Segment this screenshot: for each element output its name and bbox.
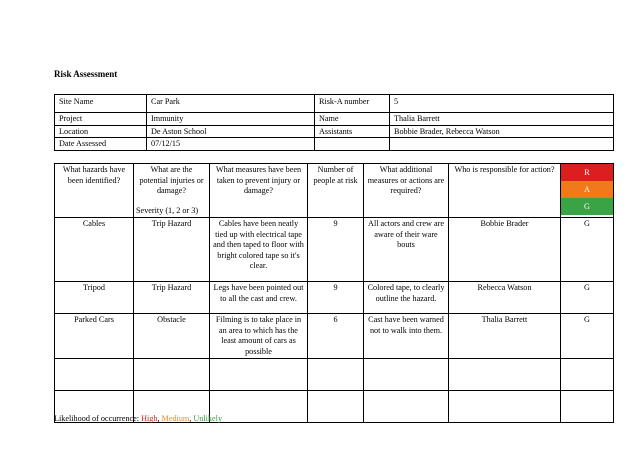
legend-prefix: Likelihood of occurrence: — [54, 414, 142, 423]
info-value: De Aston School — [147, 125, 315, 138]
rag-red: R — [561, 164, 613, 181]
cell-injury: Trip Hazard — [134, 218, 210, 282]
cell-rag: G — [561, 314, 614, 359]
info-value: 5 — [390, 95, 614, 113]
cell-measures: Legs have been pointed out to all the cast and crew. — [210, 282, 308, 314]
info-row — [55, 113, 614, 126]
info-label: Location — [55, 125, 147, 138]
info-value: Immunity — [147, 113, 315, 126]
cell-injury: Trip Hazard — [134, 282, 210, 314]
info-row — [55, 125, 614, 138]
rag-green: G — [561, 198, 613, 215]
table-row — [55, 218, 614, 282]
info-label: Project — [55, 113, 147, 126]
cell-additional: All actors and crew are aware of their ware bouts — [364, 218, 449, 282]
info-label: Risk-A number — [315, 95, 390, 113]
rag-amber: A — [561, 181, 613, 198]
legend-high: High — [141, 414, 158, 423]
cell-hazard: Cables — [55, 218, 134, 282]
header-row — [55, 164, 614, 218]
header-severity: Severity (1, 2 or 3) — [136, 205, 199, 215]
legend-unlikely: Unlikely — [193, 414, 223, 423]
cell-hazard: Tripod — [55, 282, 134, 314]
table-row — [55, 282, 614, 314]
info-value — [390, 138, 614, 151]
cell-responsible: Thalia Barrett — [449, 314, 561, 359]
legend-medium: Medium — [161, 414, 190, 423]
legend-separator: , — [189, 414, 194, 423]
header-measures: What measures have been taken to prevent injury or damage? — [210, 164, 308, 218]
cell-hazard: Parked Cars — [55, 314, 134, 359]
empty-row — [55, 359, 614, 391]
cell-people: 9 — [308, 218, 364, 282]
cell-people: 9 — [308, 282, 364, 314]
info-table — [54, 94, 614, 151]
info-value: 07/12/15 — [147, 138, 315, 151]
header-hazards: What hazards have been identified? — [55, 164, 134, 218]
header-responsible: Who is responsible for action? — [449, 164, 561, 218]
likelihood-legend — [54, 414, 222, 423]
legend-separator: , — [157, 414, 162, 423]
cell-responsible: Rebecca Watson — [449, 282, 561, 314]
rag-key — [561, 164, 614, 218]
table-row — [55, 314, 614, 359]
info-label: Site Name — [55, 95, 147, 113]
cell-measures: Cables have been neatly tied up with electrical tape and then taped to floor with bright colored tape so it's clear. — [210, 218, 308, 282]
header-injuries — [134, 164, 210, 218]
cell-measures: Filming is to take place in an area to which has the least amount of cars as possible — [210, 314, 308, 359]
info-label: Assistants — [315, 125, 390, 138]
info-label: Date Assessed — [55, 138, 147, 151]
info-value: Car Park — [147, 95, 315, 113]
info-row — [55, 138, 614, 151]
cell-rag: G — [561, 282, 614, 314]
cell-injury: Obstacle — [134, 314, 210, 359]
cell-rag: G — [561, 218, 614, 282]
header-injuries-label: What are the potential injuries or damage? — [139, 165, 204, 195]
info-label: Name — [315, 113, 390, 126]
info-label — [315, 138, 390, 151]
cell-people: 6 — [308, 314, 364, 359]
page-title: Risk Assessment — [54, 69, 118, 79]
cell-additional: Cast have been warned not to walk into them. — [364, 314, 449, 359]
cell-additional: Colored tape, to clearly outline the hazard. — [364, 282, 449, 314]
header-people: Number of people at risk — [308, 164, 364, 218]
header-additional: What additional measures or actions are required? — [364, 164, 449, 218]
info-row — [55, 95, 614, 113]
cell-responsible: Bobbie Brader — [449, 218, 561, 282]
info-value: Thalia Barrett — [390, 113, 614, 126]
info-value: Bobbie Brader, Rebecca Watson — [390, 125, 614, 138]
risk-table — [54, 163, 614, 423]
